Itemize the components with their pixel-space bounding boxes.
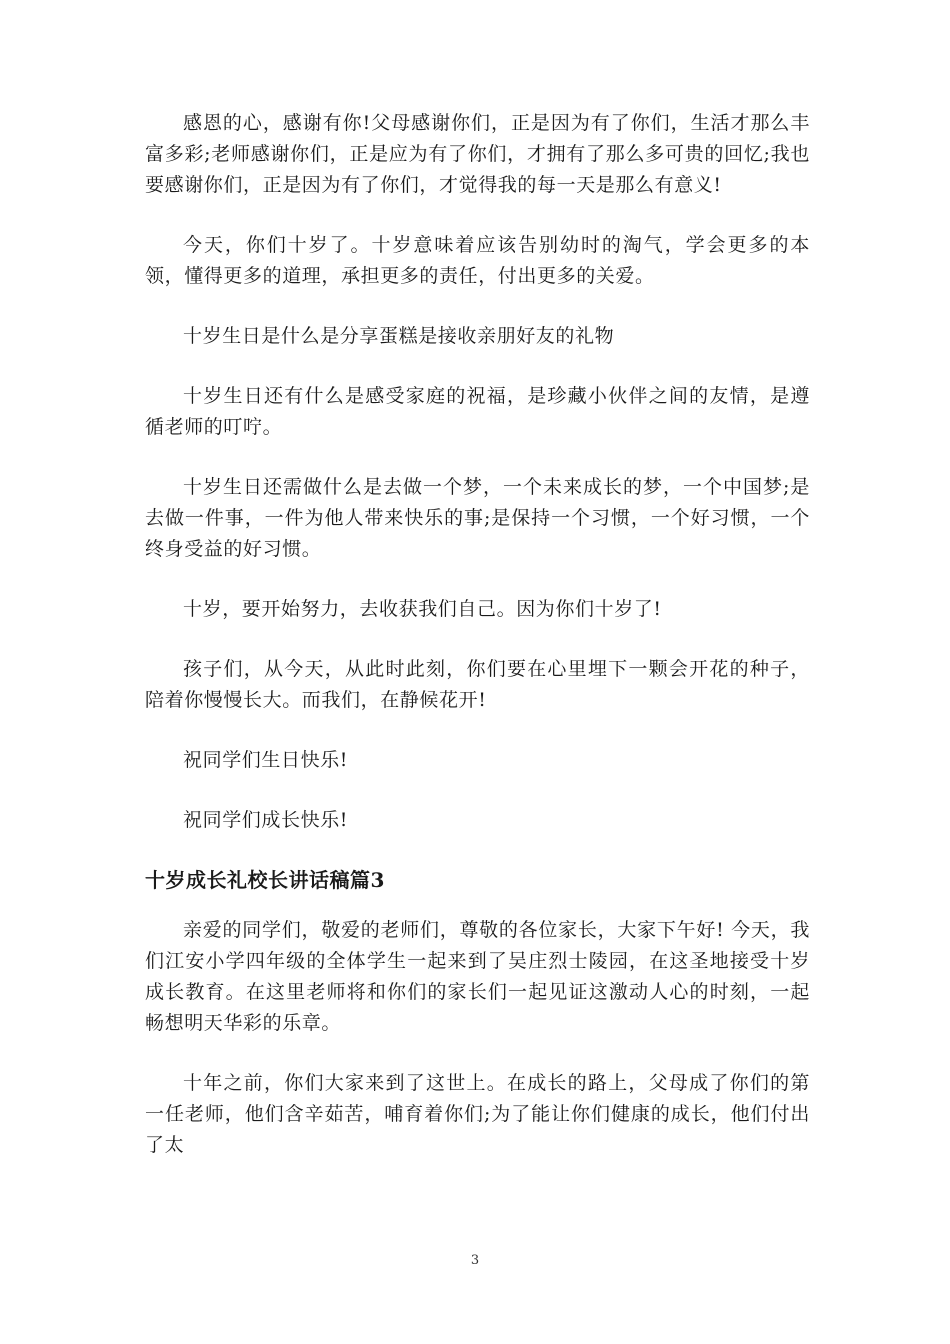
- section-heading: 十岁成长礼校长讲话稿篇3: [145, 868, 385, 892]
- paragraph-greeting: 亲爱的同学们，敬爱的老师们，尊敬的各位家长，大家下午好! 今天，我们江安小学四年级的全体学生一起来到了吴庄烈士陵园，在这圣地接受十岁成长教育。在这里老师将和你们的家长们一起见证这激动人心的时刻，一起畅想明天华彩的乐章。: [145, 919, 810, 1034]
- document-body: [145, 108, 810, 1190]
- paragraph-ten-years-old: 今天，你们十岁了。十岁意味着应该告别幼时的淘气，学会更多的本领，懂得更多的道理，承担更多的责任，付出更多的关爱。: [145, 234, 810, 287]
- paragraph-birthday-what: 十岁生日是什么是分享蛋糕是接收亲朋好友的礼物: [183, 325, 615, 347]
- paragraph-wish-birthday: 祝同学们生日快乐!: [183, 749, 349, 771]
- paragraph-start-effort: 十岁，要开始努力，去收获我们自己。因为你们十岁了!: [183, 598, 662, 620]
- paragraph-wish-growth: 祝同学们成长快乐!: [183, 809, 349, 831]
- page-number: 3: [470, 1253, 480, 1268]
- paragraph-children: 孩子们，从今天，从此时此刻，你们要在心里埋下一颗会开花的种子，陪着你慢慢长大。而我们，在静候花开!: [145, 658, 810, 711]
- paragraph-birthday-todo: 十岁生日还需做什么是去做一个梦，一个未来成长的梦，一个中国梦;是去做一件事，一件为他人带来快乐的事;是保持一个习惯，一个好习惯，一个终身受益的好习惯。: [145, 476, 810, 560]
- paragraph-birthday-more: 十岁生日还有什么是感受家庭的祝福，是珍藏小伙伴之间的友情，是遵循老师的叮咛。: [145, 385, 810, 438]
- paragraph-ten-years-ago: 十年之前，你们大家来到了这世上。在成长的路上，父母成了你们的第一任老师，他们含辛茹苦，哺育着你们;为了能让你们健康的成长，他们付出了太: [145, 1072, 810, 1156]
- paragraph-gratitude: 感恩的心，感谢有你!父母感谢你们，正是因为有了你们，生活才那么丰富多彩;老师感谢你们，正是应为有了你们，才拥有了那么多可贵的回忆;我也要感谢你们，正是因为有了你们，才觉得我的每一天是那么有意义!: [145, 112, 810, 196]
